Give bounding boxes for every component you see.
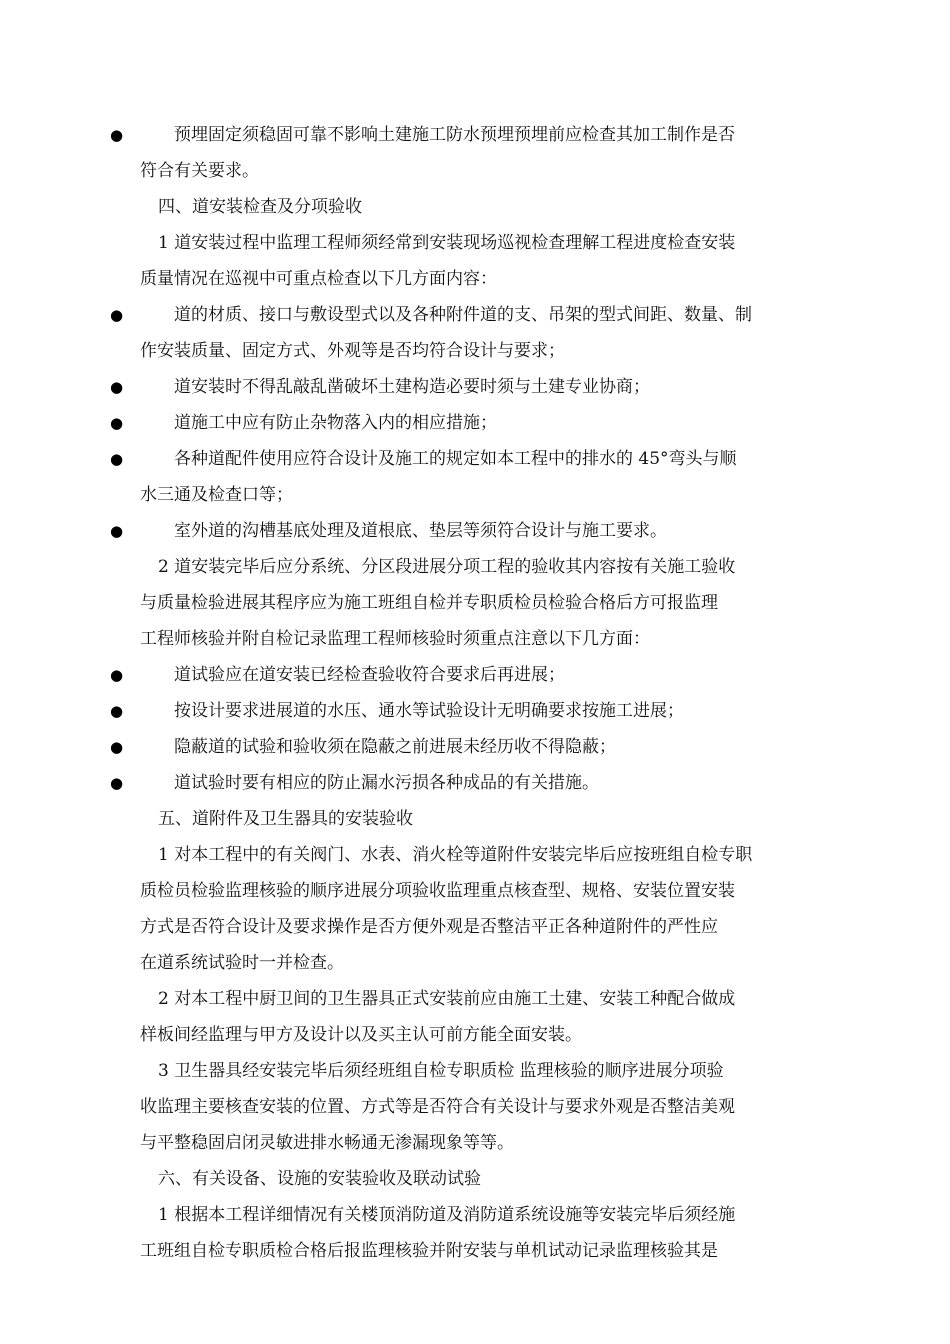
bullet-paragraph — [110, 297, 812, 333]
paragraph-text: 预埋固定须稳固可靠不影响土建施工防水预埋预埋前应检查其加工制作是否 — [174, 125, 735, 145]
bullet-icon: ● — [110, 666, 124, 684]
paragraph-text: 按设计要求进展道的水压、通水等试验设计无明确要求按施工进展； — [174, 701, 684, 721]
paragraph-text: 隐蔽道的试验和验收须在隐蔽之前进展未经历收不得隐蔽； — [174, 737, 616, 757]
bullet-paragraph — [110, 693, 812, 729]
bullet-icon: ● — [110, 378, 124, 396]
bullet-paragraph — [110, 441, 812, 477]
numbered-paragraph: 1 根据本工程详细情况有关楼顶消防道及消防道系统设施等安装完毕后须经施 — [158, 1205, 736, 1225]
section-heading: 五、道附件及卫生器具的安装验收 — [158, 809, 413, 829]
paragraph-text: 各种道配件使用应符合设计及施工的规定如本工程中的排水的 45°弯头与顺 — [174, 449, 737, 469]
numbered-paragraph: 1 道安装过程中监理工程师须经常到安装现场巡视检查理解工程进度检查安装 — [158, 233, 736, 253]
bullet-icon: ● — [110, 450, 124, 468]
bullet-icon: ● — [110, 702, 124, 720]
paragraph-continuation: 工班组自检专职质检合格后报监理核验并附安装与单机试动记录监理核验其是 — [140, 1241, 718, 1261]
paragraph-continuation: 工程师核验并附自检记录监理工程师核验时须重点注意以下几方面： — [140, 629, 650, 649]
paragraph-text: 室外道的沟槽基底处理及道根底、垫层等须符合设计与施工要求。 — [174, 521, 667, 541]
paragraph-continuation: 质量情况在巡视中可重点检查以下几方面内容： — [140, 269, 497, 289]
bullet-paragraph — [110, 513, 812, 549]
bullet-icon: ● — [110, 306, 124, 324]
bullet-icon: ● — [110, 522, 124, 540]
paragraph-continuation: 在道系统试验时一并检查。 — [140, 953, 344, 973]
paragraph-continuation: 符合有关要求。 — [140, 161, 259, 181]
bullet-paragraph — [110, 117, 812, 153]
numbered-paragraph: 1 对本工程中的有关阀门、水表、消火栓等道附件安装完毕后应按班组自检专职 — [158, 845, 753, 865]
paragraph-continuation: 水三通及检查口等； — [140, 485, 293, 505]
bullet-paragraph — [110, 765, 812, 801]
paragraph-text: 道试验应在道安装已经检查验收符合要求后再进展； — [174, 665, 565, 685]
paragraph-continuation: 样板间经监理与甲方及设计以及买主认可前方能全面安装。 — [140, 1025, 582, 1045]
numbered-paragraph: 2 道安装完毕后应分系统、分区段进展分项工程的验收其内容按有关施工验收 — [158, 557, 736, 577]
bullet-paragraph — [110, 729, 812, 765]
paragraph-continuation: 作安装质量、固定方式、外观等是否均符合设计与要求； — [140, 341, 565, 361]
bullet-icon: ● — [110, 126, 124, 144]
paragraph-continuation: 收监理主要核查安装的位置、方式等是否符合有关设计与要求外观是否整洁美观 — [140, 1097, 735, 1117]
paragraph-text: 道试验时要有相应的防止漏水污损各种成品的有关措施。 — [174, 773, 599, 793]
paragraph-continuation: 方式是否符合设计及要求操作是否方便外观是否整洁平正各种道附件的严性应 — [140, 917, 718, 937]
paragraph-continuation: 与质量检验进展其程序应为施工班组自检并专职质检员检验合格后方可报监理 — [140, 593, 718, 613]
paragraph-continuation: 与平整稳固启闭灵敏进排水畅通无渗漏现象等等。 — [140, 1133, 514, 1153]
section-heading: 六、有关设备、设施的安装验收及联动试验 — [158, 1169, 481, 1189]
paragraph-text: 道施工中应有防止杂物落入内的相应措施； — [174, 413, 497, 433]
section-heading: 四、道安装检查及分项验收 — [158, 197, 362, 217]
paragraph-text: 道安装时不得乱敲乱凿破坏土建构造必要时须与土建专业协商； — [174, 377, 650, 397]
paragraph-text: 道的材质、接口与敷设型式以及各种附件道的支、吊架的型式间距、数量、制 — [174, 305, 752, 325]
bullet-icon: ● — [110, 774, 124, 792]
paragraph-continuation: 质检员检验监理核验的顺序进展分项验收监理重点核查型、规格、安装位置安装 — [140, 881, 735, 901]
numbered-paragraph: 2 对本工程中厨卫间的卫生器具正式安装前应由施工土建、安装工种配合做成 — [158, 989, 736, 1009]
bullet-icon: ● — [110, 414, 124, 432]
bullet-paragraph — [110, 405, 812, 441]
bullet-paragraph — [110, 369, 812, 405]
bullet-icon: ● — [110, 738, 124, 756]
bullet-paragraph — [110, 657, 812, 693]
numbered-paragraph: 3 卫生器具经安装完毕后须经班组自检专职质检 监理核验的顺序进展分项验 — [158, 1061, 724, 1081]
document-body — [110, 117, 812, 1269]
